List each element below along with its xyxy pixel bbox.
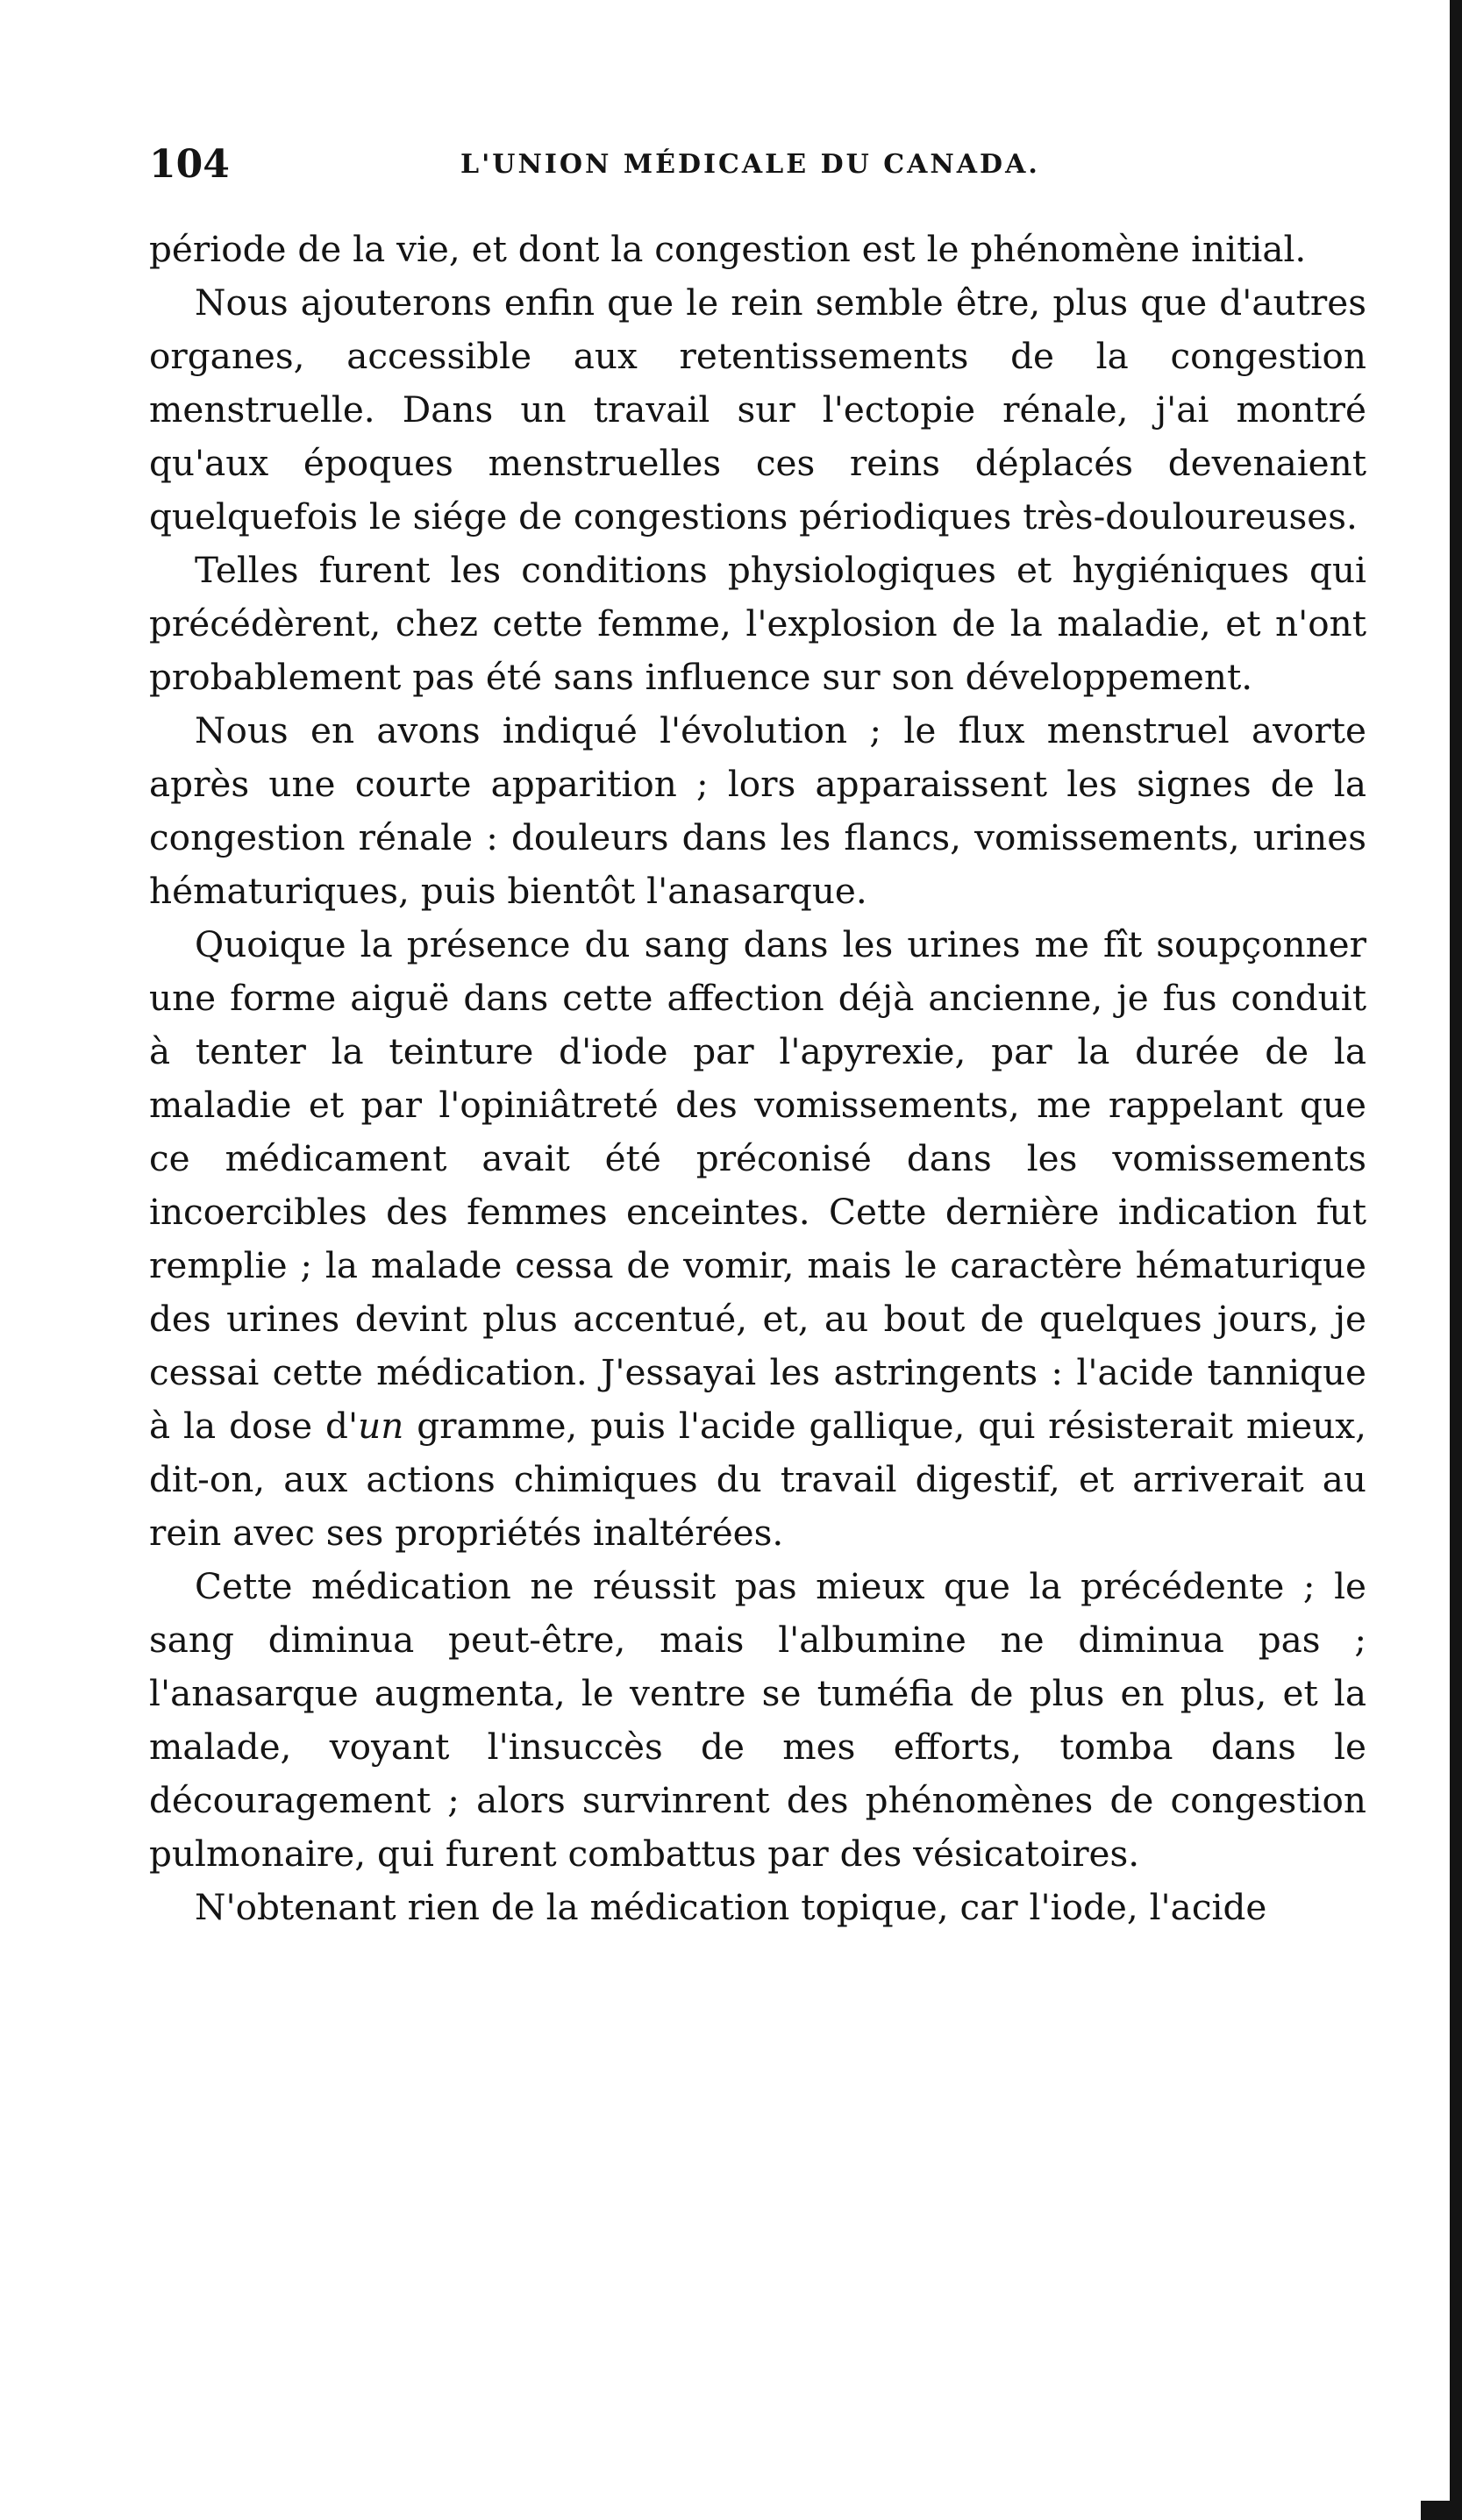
paragraph: Cette médication ne réussit pas mieux que la précédente ; le sang diminua peut-être, mais l'albumine ne diminua pas ; l'anasarque augmenta, le ventre se tuméfia de plus en plus, et la malade, voyant l'insuccès de mes efforts, tomba dans le découragement ; alors survinrent des phénomènes de congestion pulmonaire, qui furent combattus par des vésicatoires.: [149, 1565, 1366, 1875]
running-title: L'UNION MÉDICALE DU CANADA.: [460, 149, 1040, 180]
scan-border-corner: [1421, 2501, 1462, 2520]
paragraph: N'obtenant rien de la médication topique, car l'iode, l'acide: [195, 1886, 1267, 1928]
scan-border-right: [1450, 0, 1462, 2520]
page-number: 104: [149, 142, 230, 187]
paragraph: Nous ajouterons enfin que le rein semble être, plus que d'autres organes, accessible aux retentissements de la congestion menstruelle. Dans un travail sur l'ectopie rénale, j'ai montré qu'aux époques menstruelles ces reins déplacés devenaient quelquefois le siége de congestions périodiques très-douloureuses.: [149, 281, 1366, 537]
italic-text: un: [358, 1405, 404, 1447]
paragraph: période de la vie, et dont la congestion est le phénomène initial.: [149, 228, 1307, 270]
body-text: [149, 223, 1366, 1934]
page-header: [149, 139, 1377, 191]
paragraph: Telles furent les conditions physiologiques et hygiéniques qui précédèrent, chez cette femme, l'explosion de la maladie, et n'ont probablement pas été sans influence sur son développement.: [149, 549, 1366, 698]
paragraph: Quoique la présence du sang dans les urines me fît soupçonner une forme aiguë dans cette affection déjà ancienne, je fus conduit à tenter la teinture d'iode par l'apyrexie, par la durée de la maladie et par l'opiniâtreté des vomissements, me rappelant que ce médicament avait été préconisé dans les vomissements incoercibles des femmes enceintes. Cette dernière indication fut remplie ; la malade cessa de vomir, mais le caractère hématurique des urines devint plus accentué, et, au bout de quelques jours, je cessai cette médication. J'essayai les astringents : l'acide tannique à la dose d'un gramme, puis l'acide gallique, qui résisterait mieux, dit-on, aux actions chimiques du travail digestif, et arriverait au rein avec ses propriétés inaltérées.: [149, 923, 1366, 1554]
paragraph: Nous en avons indiqué l'évolution ; le flux menstruel avorte après une courte apparition ; lors apparaissent les signes de la congestion rénale : douleurs dans les flancs, vomissements, urines hématuriques, puis bientôt l'anasarque.: [149, 709, 1366, 912]
